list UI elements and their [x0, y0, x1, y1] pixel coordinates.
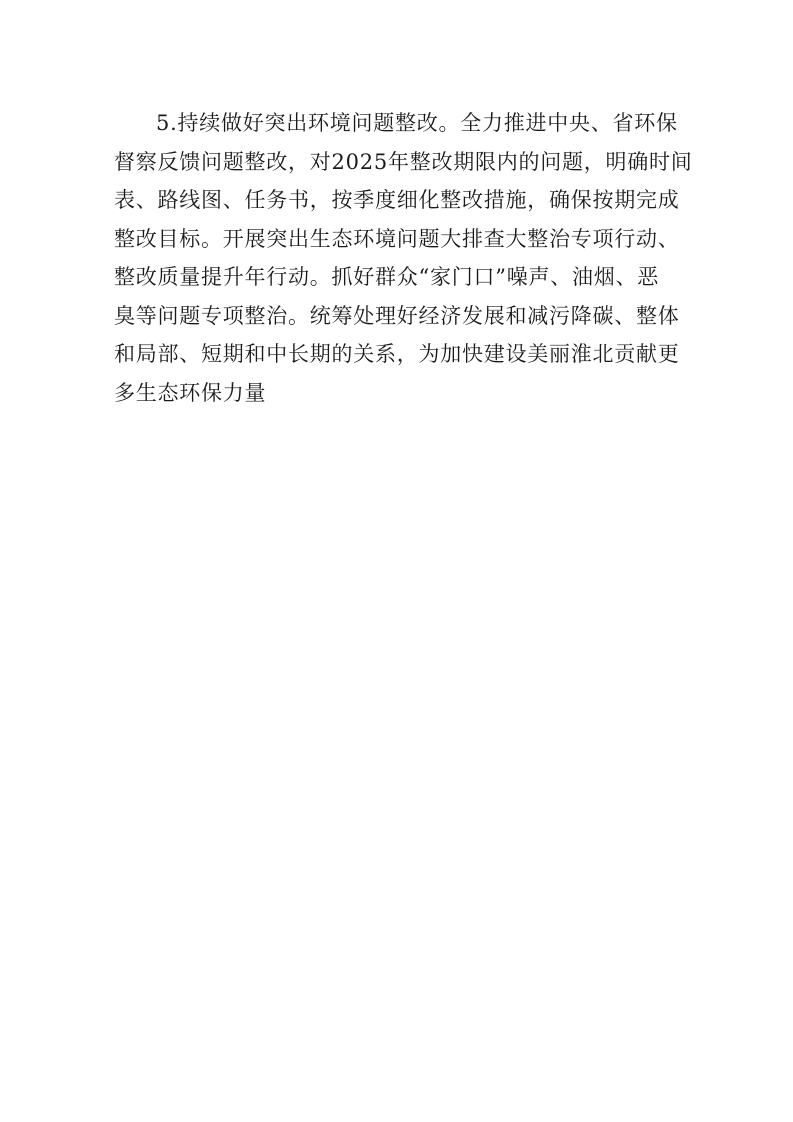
paragraph-line: 整改质量提升年行动。抓好群众“家门口”噪声、油烟、恶 — [114, 265, 659, 289]
paragraph-line: 督察反馈问题整改，对2025年整改期限内的问题，明确时间 — [114, 149, 693, 174]
paragraph-line: 整改目标。开展突出生态环境问题大排查大整治专项行动、 — [114, 226, 680, 251]
paragraph-line: 表、路线图、任务书，按季度细化整改措施，确保按期完成 — [114, 188, 680, 212]
paragraph-line: 5.持续做好突出环境问题整改。全力推进中央、省环保 — [156, 111, 678, 135]
paragraph-line: 臭等问题专项整治。统筹处理好经济发展和减污降碳、整体 — [114, 303, 680, 328]
paragraph-item-5 — [114, 104, 693, 412]
paragraph-line: 多生态环保力量 — [114, 380, 267, 405]
paragraph-line: 和局部、短期和中长期的关系，为加快建设美丽淮北贡献更 — [114, 342, 680, 366]
